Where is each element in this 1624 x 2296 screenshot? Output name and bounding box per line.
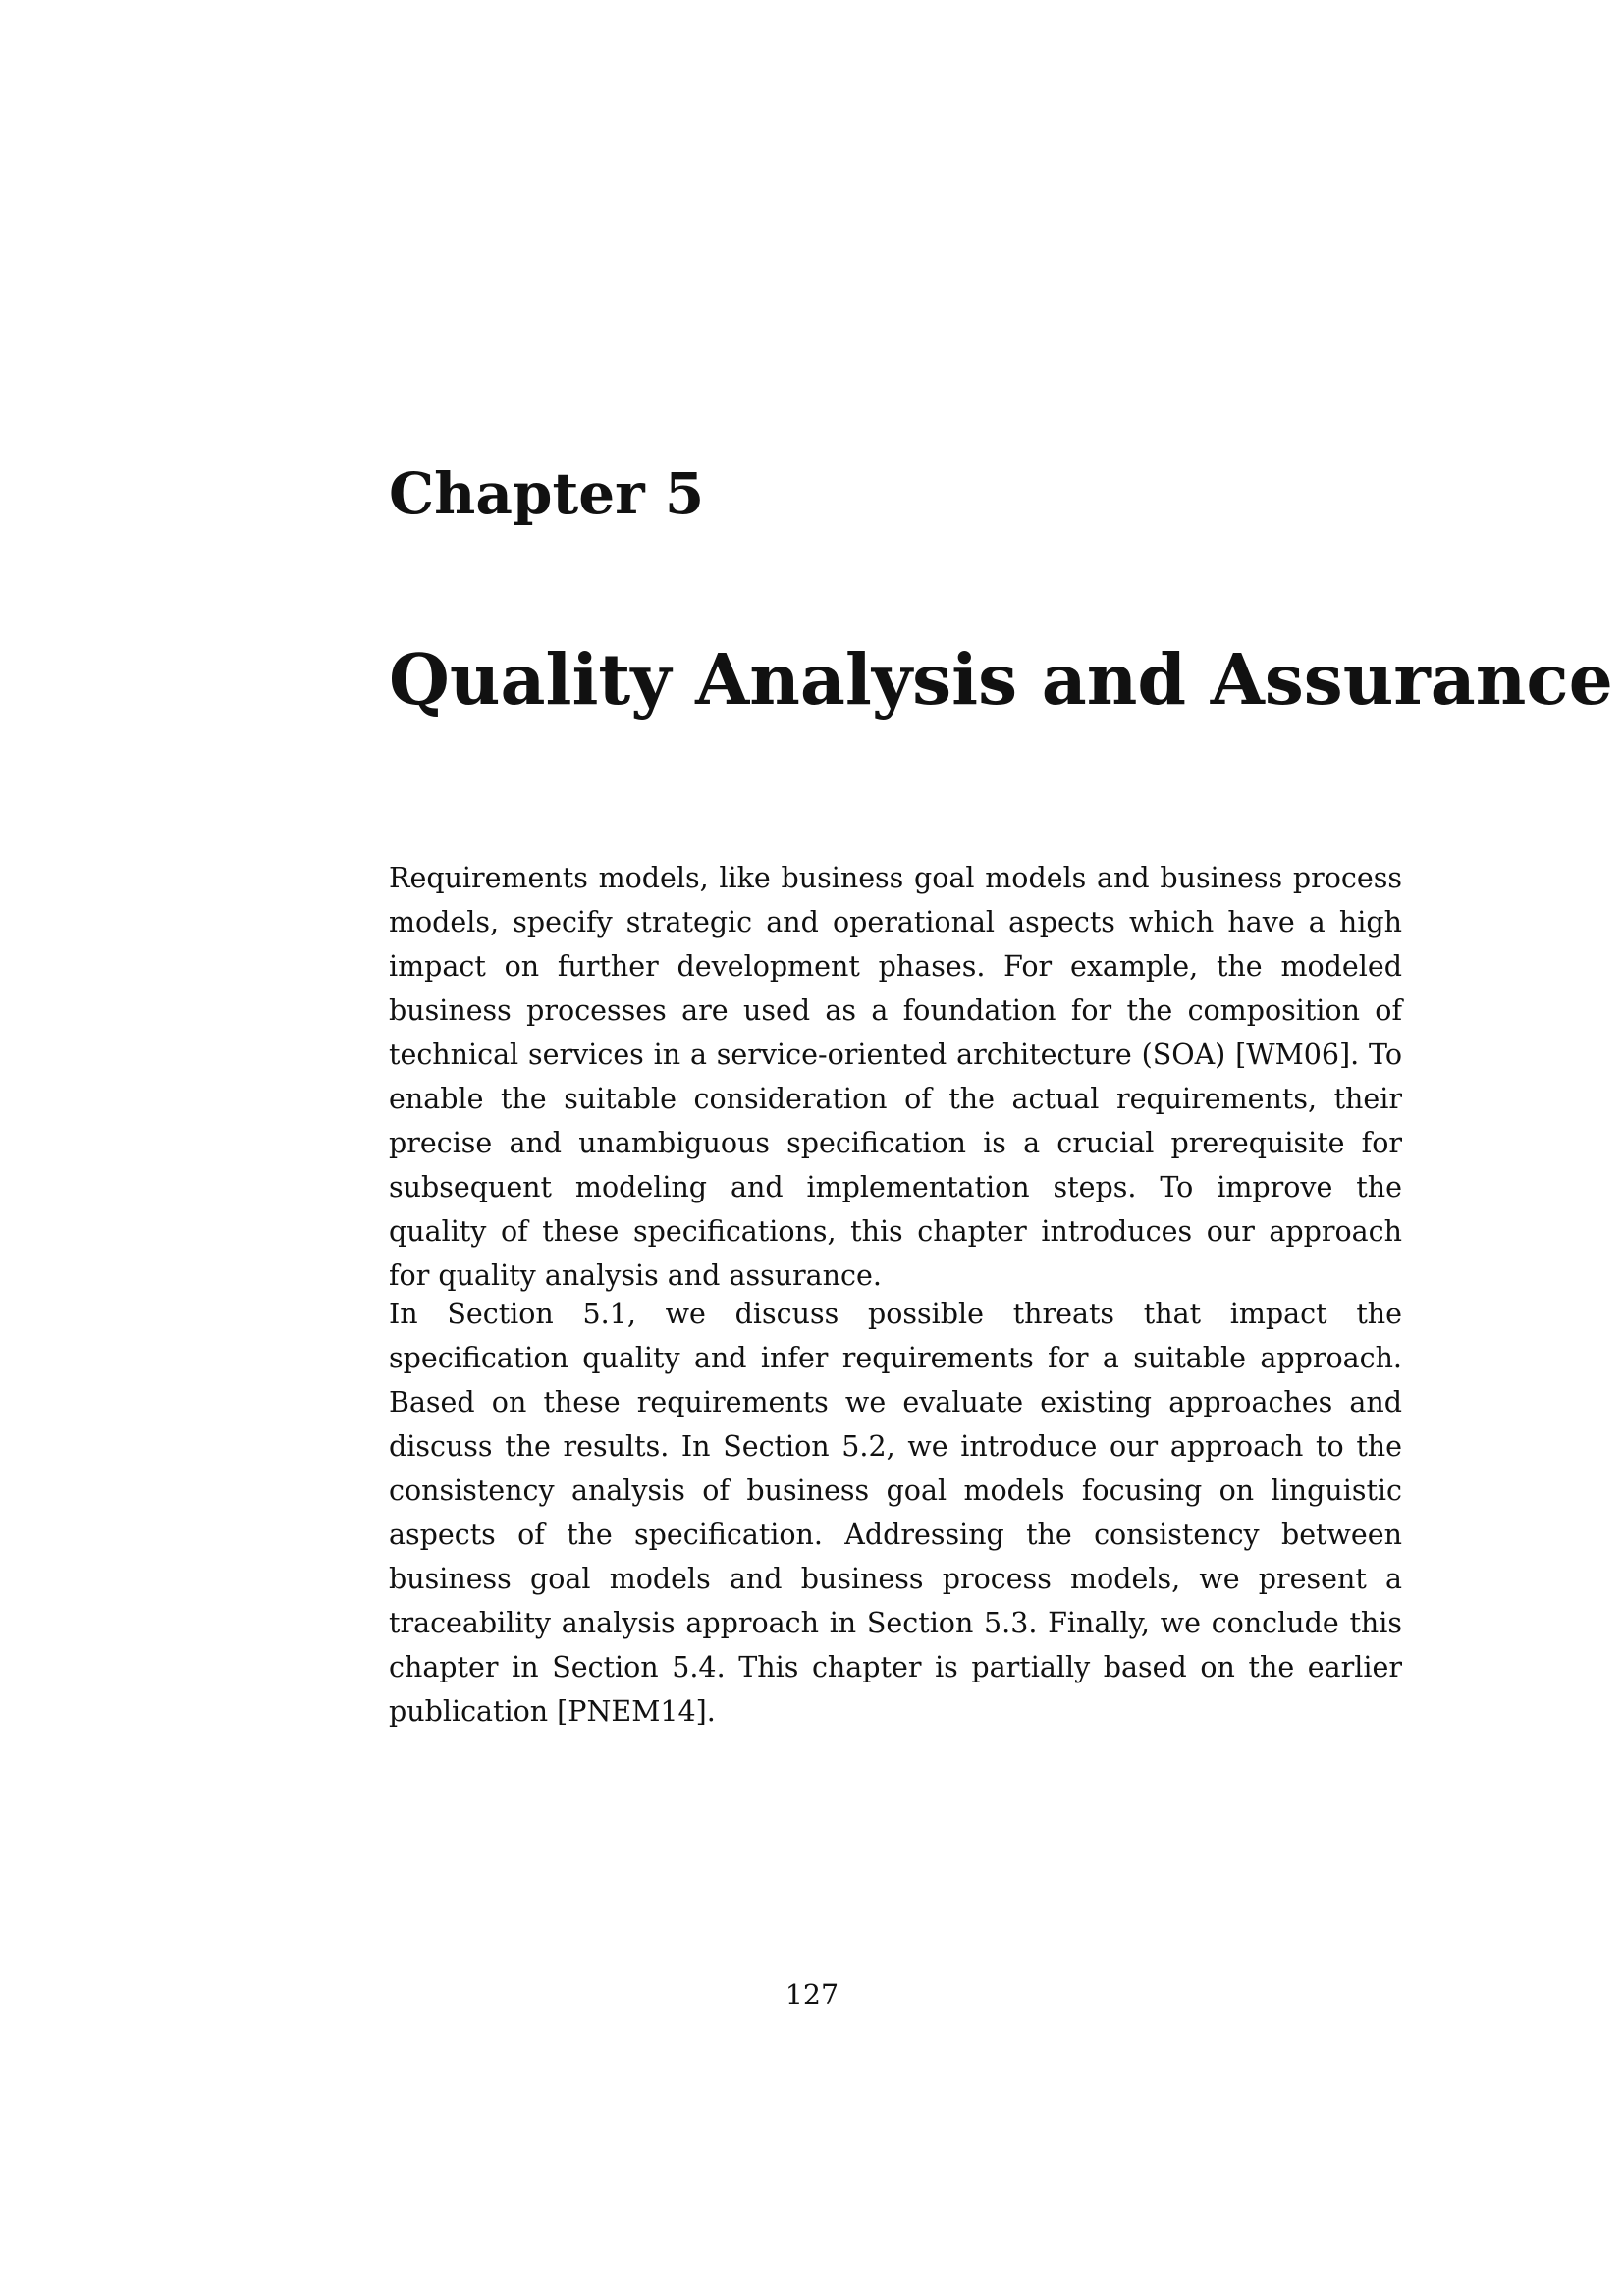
page-number: 127 [785, 1979, 839, 2011]
paragraph-introduction: Requirements models, like business goal models and business process models, specify strategic and operational aspects which have a high impact on further development phases. For example, the modeled business processes are used as a foundation for the composition of technical services in a service-oriented architecture (SOA) [WM06]. To enable the suitable consideration of the actual requirements, their precise and unambiguous specification is a crucial prerequisite for subsequent modeling and implementation steps. To improve the quality of these specifications, this chapter introduces our approach for quality analysis and assurance. [389, 862, 1402, 1292]
chapter-title: Quality Analysis and Assurance [389, 638, 1613, 721]
chapter-label: Chapter 5 [389, 460, 705, 527]
paragraph-chapter-overview: In Section 5.1, we discuss possible threats that impact the specification quality and infer requirements for a suitable approach. Based on these requirements we evaluate existing approaches and discuss the results. In Section 5.2, we introduce our approach to the consistency analysis of business goal models focusing on linguistic aspects of the specification. Addressing the consistency between business goal models and business process models, we present a traceability analysis approach in Section 5.3. Finally, we conclude this chapter in Section 5.4. This chapter is partially based on the earlier publication [PNEM14]. [389, 1298, 1402, 1728]
